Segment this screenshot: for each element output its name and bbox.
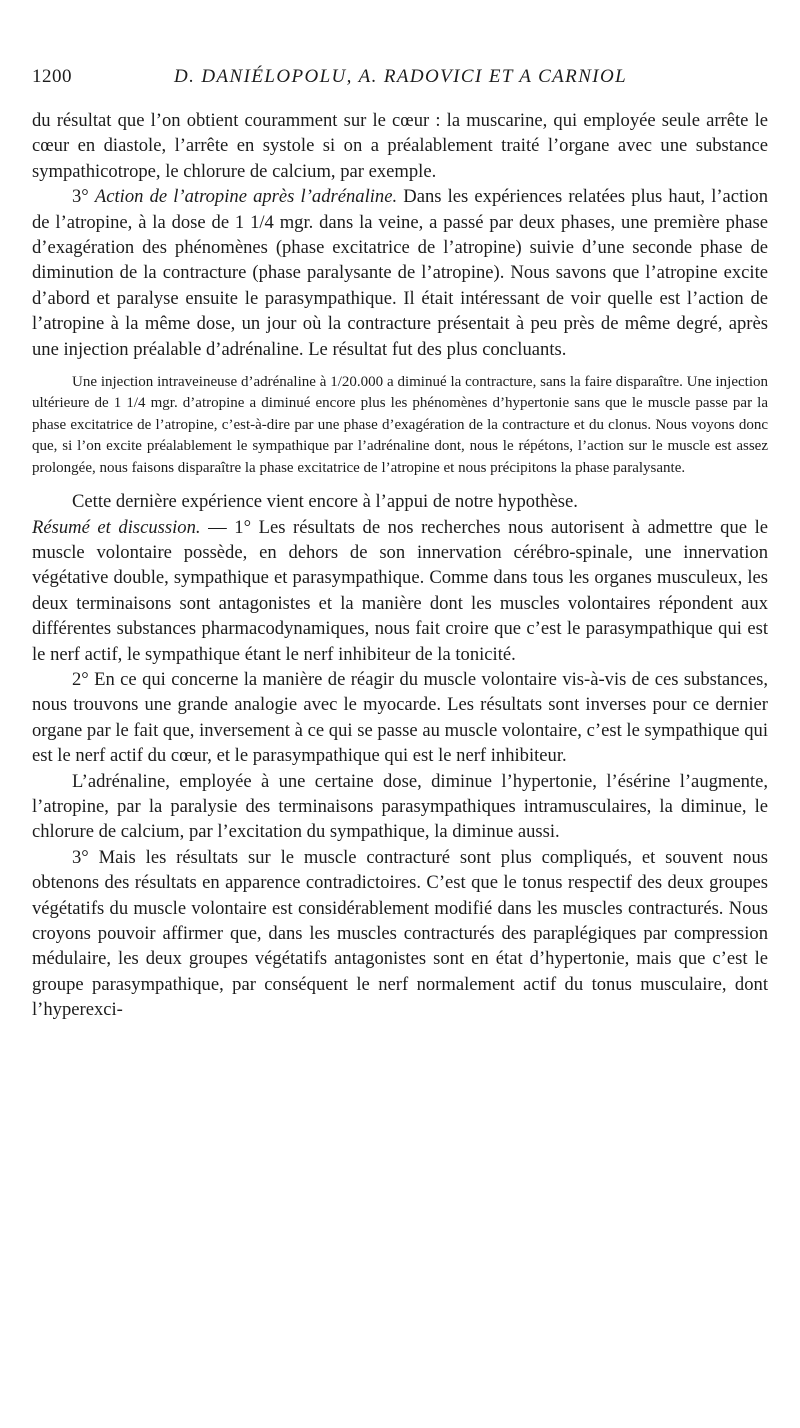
paragraph-continuation: du résultat que l’on obtient couramment sur le cœur : la muscarine, qui employée seule arrête le cœur en diastole, l’arrête en systole si on a préalablement traité l’organe avec une substance sympathicotrope, le chlorure de calcium, par exemple.	[32, 110, 768, 182]
section-title-atropine: Action de l’atropine après l’adrénaline.	[94, 186, 398, 208]
paragraph-adrenaline: L’adrénaline, employée à une certaine dose, diminue l’hypertonie, l’ésérine l’augmente, l’atropine, par la paralysie des terminaisons parasympathiques intramusculaires, la diminue, le chlorure de calcium, par l’excitation du sympathique, la diminue aussi.	[32, 770, 768, 843]
paragraph-atropine-after-adrenaline	[32, 184, 768, 362]
section-number: 3°	[72, 186, 95, 208]
paragraph-point-2: 2° En ce qui concerne la manière de réagir du muscle volontaire vis-à-vis de ces substances, nous trouvons une grande analogie avec le myocarde. Les résultats sont inverses pour ce dernier organe par le fait que, inversement à ce qui se passe au muscle volontaire, c’est le sympathique qui est le nerf actif du cœur, et le parasympathique qui est le nerf inhibiteur.	[32, 668, 768, 767]
paragraph-hypothesis: Cette dernière expérience vient encore à l’appui de notre hypothèse.	[72, 491, 578, 513]
paragraph-text: Dans les expériences relatées plus haut, l’action de l’atropine, à la dose de 1 1/4 mgr. dans la veine, a passé par deux phases, une première phase d’exagération des phénomènes (phase excitatrice de l’atropine) suivie d’une seconde phase de diminution de la contracture (phase paralysante de l’atropine). Nous savons que l’atropine excite d’abord et paralyse ensuite le parasympathique. Il était intéressant de voir quelle est l’action de l’atropine à la même dose, un jour où la contracture présentait à peu près de même degré, après une injection préalable d’adrénaline. Le résultat fut des plus concluants.	[32, 186, 768, 360]
paragraph-summary	[32, 515, 768, 667]
paragraph-point-3: 3° Mais les résultats sur le muscle contracturé sont plus compliqués, et souvent nous obtenons des résultats en apparence contradictoires. C’est que le tonus respectif des deux groupes végétatifs du muscle volontaire est considérablement modifié dans les muscles contracturés. Nous croyons pouvoir affirmer que, dans les muscles contracturés des paraplégiques par compression médulaire, les deux groupes végétatifs antagonistes sont en état d’hypertonie, mais que c’est le groupe parasympathique, par conséquent le nerf normalement actif du tonus musculaire, dont l’hyperexci-	[32, 846, 768, 1021]
running-title: D. DANIÉLOPOLU, A. RADOVICI ET A CARNIOL	[174, 66, 628, 87]
paragraph-text: — 1° Les résultats de nos recherches nous autorisent à admettre que le muscle volontaire possède, en dehors de son innervation cérébro-spinale, une innervation végétative double, sympathique et parasympathique. Comme dans tous les organes musculeux, les deux terminaisons sont antagonistes et la manière dont les muscles volontaires répondent aux différentes substances pharmacodynamiques, nous fait croire que c’est le parasympathique qui est le nerf actif, le sympathique étant le nerf inhibiteur de la tonicité.	[32, 516, 769, 665]
page-header	[32, 62, 768, 92]
body-text	[32, 108, 768, 1023]
experiment-note-text: Une injection intraveineuse d’adrénaline à 1/20.000 a diminué la contracture, sans la faire disparaître. Une injection ultérieure de 1 1/4 mgr. d’atropine a diminué encore plus les phénomènes d’hypertonie sans que le muscle passe par la phase excitatrice de l’atropine, c’est-à-dire par une phase d’exagération de la contracture et du clonus. Nous voyons donc que, si l’on excite préalablement le sympathique par l’adrénaline dont, nous le répétons, l’action sur le muscle est assez prolongée, nous faisons disparaître la phase excitatrice de l’atropine et nous précipitons la phase paralysante.	[32, 374, 768, 476]
page-number: 1200	[32, 66, 72, 87]
experiment-note	[32, 372, 768, 479]
section-title-summary: Résumé et discussion.	[32, 516, 201, 538]
